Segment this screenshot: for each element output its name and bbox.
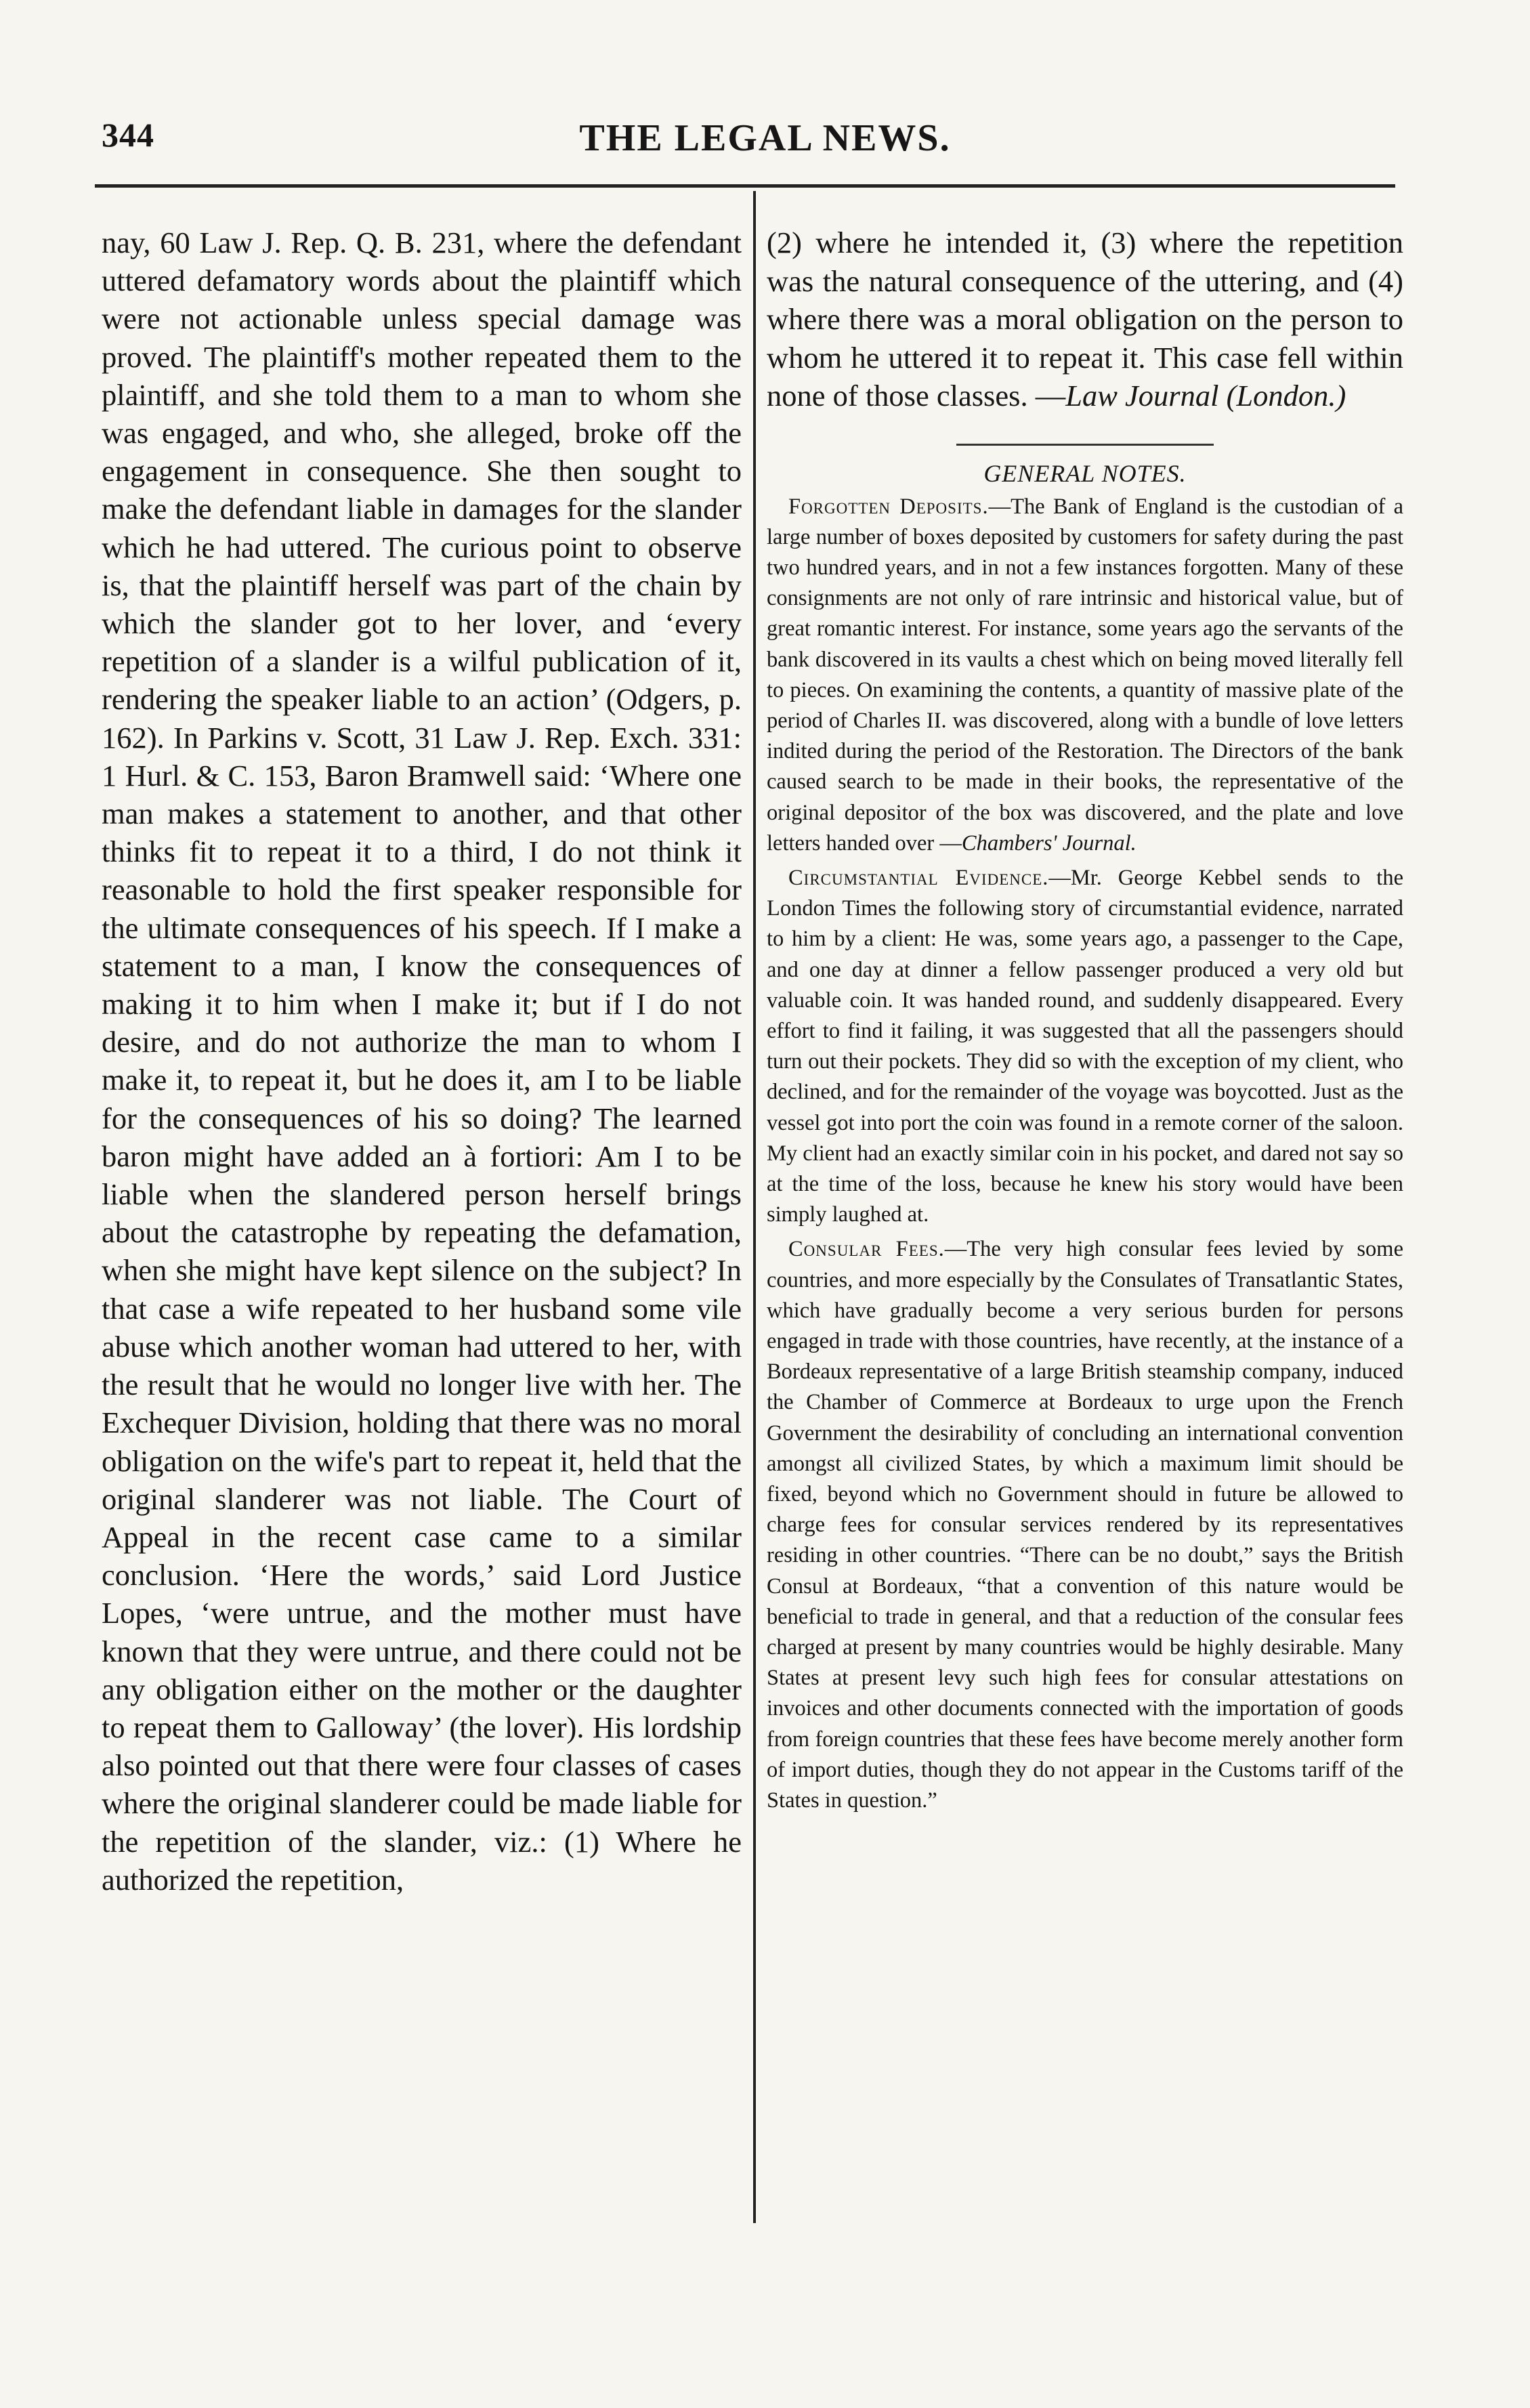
note-source: Chambers' Journal. bbox=[961, 830, 1136, 856]
note-forgotten-deposits bbox=[767, 492, 1403, 859]
left-column bbox=[102, 224, 742, 1899]
note-title: Consular Fees. bbox=[788, 1237, 945, 1262]
continuation-paragraph bbox=[767, 224, 1403, 415]
continuation-text: (2) where he intended it, (3) where the repetition was the natural consequence of the uttering, and (4) where there was a moral obligation on the person to whom he uttered it to repeat it. This case fell within none of those classes. — bbox=[767, 226, 1403, 413]
left-column-paragraph: nay, 60 Law J. Rep. Q. B. 231, where the defendant uttered defamatory words about the plaintiff which were not actionable unless special damage was proved. The plaintiff's mother repeated them to the plaintiff, and she told them to a man to whom she was engaged, and who, she alleged, broke off the engagement in consequence. She then sought to make the defendant liable in damages for the slander which he had uttered. The curious point to observe is, that the plaintiff herself was part of the chain by which the slander got to her lover, and ‘every repetition of a slander is a wilful publication of it, rendering the speaker liable to an action’ (Odgers, p. 162). In Parkins v. Scott, 31 Law J. Rep. Exch. 331: 1 Hurl. & C. 153, Baron Bramwell said: ‘Where one man makes a statement to another, and that other thinks fit to repeat it to a third, I do not think it reasonable to hold the first speaker responsible for the ultimate consequences of his speech. If I make a statement to a man, I know the consequences of making it to him when I make it; but if I do not desire, and do not authorize the man to whom I make it, to repeat it, but he does it, am I to be liable for the consequences of his so doing? The learned baron might have added an à fortiori: Am I to be liable when the slandered person herself brings about the catastrophe by repeating the defamation, when she might have kept silence on the subject? In that case a wife repeated to her husband some vile abuse which another woman had uttered to her, with the result that he would no longer live with her. The Exchequer Division, holding that there was no moral obligation on the wife's part to repeat it, held that the original slanderer was not liable. The Court of Appeal in the recent case came to a similar conclusion. ‘Here the words,’ said Lord Justice Lopes, ‘were untrue, and the mother must have known that they were untrue, and there could not be any obligation either on the mother or the daughter to repeat them to Galloway’ (the lover). His lordship also pointed out that there were four classes of cases where the original slanderer could be made liable for the repetition of the slander, viz.: (1) Where he authorized the repetition, bbox=[102, 226, 742, 1897]
note-text: —The very high consular fees levied by some countries, and more especially by the Consulates of Transatlantic States, which have gradually become a very serious burden for persons engaged in trade with those countries, have recently, at the instance of a Bordeaux representative of a large British steamship company, induced the Chamber of Commerce at Bordeaux to urge upon the French Government the desirability of concluding an international convention amongst all civilized States, by which a maximum limit should be fixed, beyond which no Government should in future be allowed to charge fees for consular services rendered by its representatives residing in other countries. “There can be no doubt,” says the British Consul at Bordeaux, “that a convention of this nature would be beneficial to trade in general, and that a reduction of the consular fees charged at present by many countries would be highly desirable. Many States at present levy such high fees for consular attestations on invoices and other documents connected with the importation of goods from foreign countries that these fees have become merely another form of import duties, though they do not appear in the Customs tariff of the States in question.” bbox=[767, 1237, 1403, 1813]
general-notes-heading: GENERAL NOTES. bbox=[983, 459, 1187, 487]
note-consular-fees bbox=[767, 1234, 1403, 1816]
right-column bbox=[767, 224, 1403, 1816]
running-head-title: THE LEGAL NEWS. bbox=[579, 117, 951, 159]
note-title: Forgotten Deposits. bbox=[788, 494, 989, 519]
note-circumstantial-evidence bbox=[767, 863, 1403, 1230]
header-rule bbox=[95, 184, 1395, 188]
page-number: 344 bbox=[102, 116, 154, 154]
continuation-source: Law Journal (London.) bbox=[1065, 379, 1346, 413]
note-text: —The Bank of England is the custodian of a large number of boxes deposited by customers for safety during the past two hundred years, and in not a few instances forgotten. Many of these consignments are not only of rare intrinsic and historical value, but of great romantic interest. For instance, some years ago the servants of the bank discovered in its vaults a chest which on being moved literally fell to pieces. On examining the contents, a quantity of massive plate of the period of Charles II. was discovered, along with a bundle of love letters indited during the period of the Restoration. The Directors of the bank caused search to be made in their books, the representative of the original depositor of the box was discovered, and the plate and love letters handed over — bbox=[767, 494, 1403, 856]
note-title: Circumstantial Evidence. bbox=[788, 865, 1049, 890]
column-divider bbox=[753, 191, 756, 2223]
section-rule bbox=[956, 444, 1214, 446]
note-text: —Mr. George Kebbel sends to the London Times the following story of circumstantial evidence, narrated to him by a client: He was, some years ago, a passenger to the Cape, and one day at dinner a fellow passenger produced a very old but valuable coin. It was handed round, and suddenly disappeared. Every effort to find it failing, it was suggested that all the passengers should turn out their pockets. They did so with the exception of my client, who declined, and for the remainder of the voyage was boycotted. Just as the vessel got into port the coin was found in a remote corner of the saloon. My client had an exactly similar coin in his pocket, and dared not say so at the time of the loss, because he knew his story would have been simply laughed at. bbox=[767, 865, 1403, 1227]
